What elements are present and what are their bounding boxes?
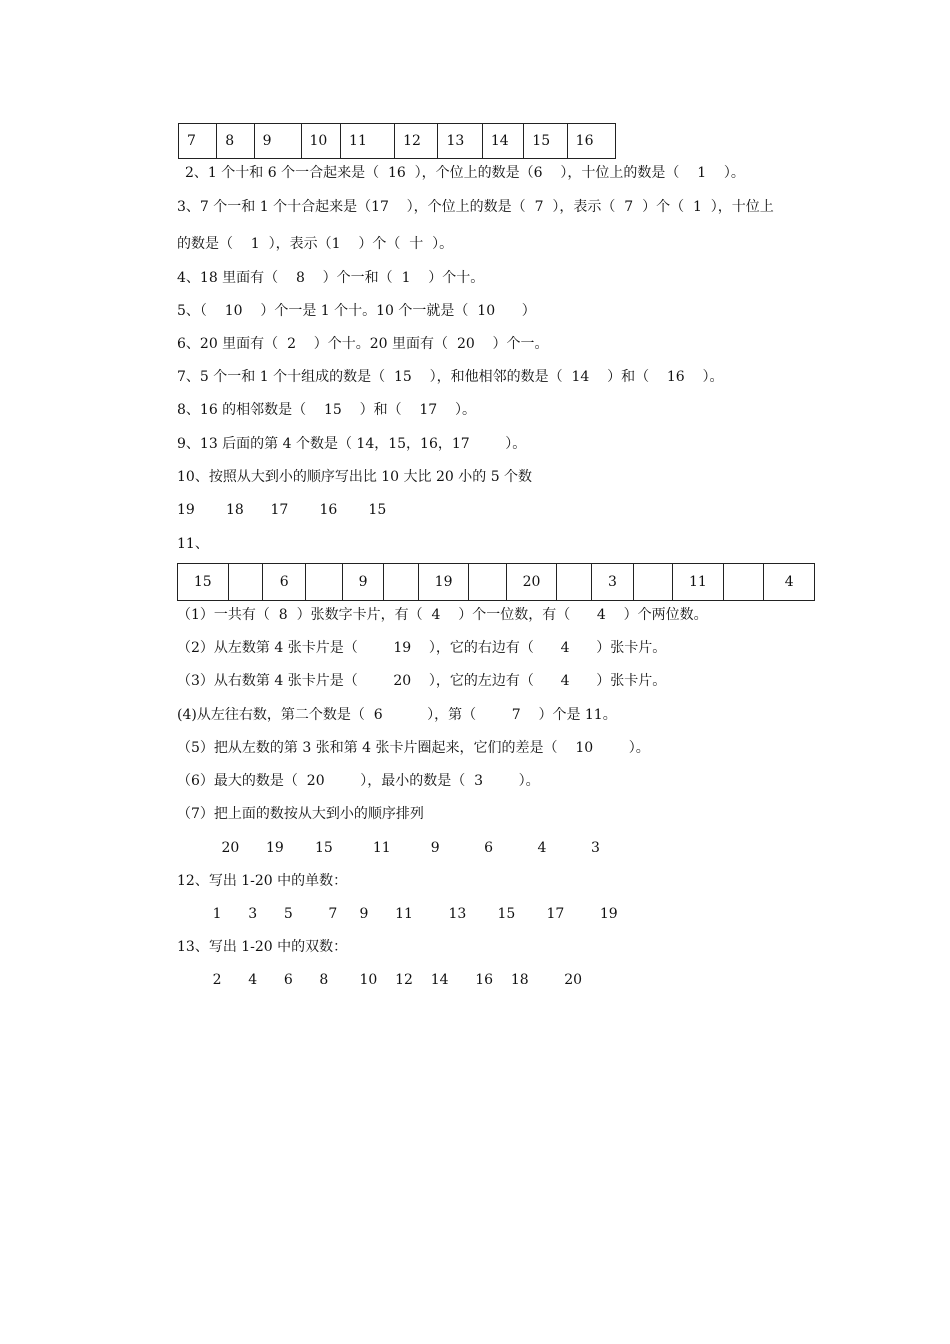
question-7: 7、5 个一和 1 个十组成的数是（ 15 ），和他相邻的数是（ 14 ）和（ 16 ）。 [177, 369, 724, 385]
table-cell: 16 [567, 124, 615, 159]
question-11-4: (4)从左往右数，第二个数是（ 6 ），第（ 7 ）个是 11。 [177, 707, 617, 723]
answer-12: 1 3 5 7 9 11 13 15 17 19 [177, 906, 618, 922]
question-5: 5、（ 10 ）个一是 1 个十。10 个一就是（ 10 ） [177, 303, 536, 319]
card-cell [306, 564, 342, 601]
question-6: 6、20 里面有（ 2 ）个十。20 里面有（ 20 ）个一。 [177, 336, 549, 352]
question-11-7: （7）把上面的数按从大到小的顺序排列 [177, 806, 424, 822]
card-cell: 9 [342, 564, 384, 601]
card-cell: 4 [764, 564, 815, 601]
table-cell: 13 [438, 124, 482, 159]
card-cell [724, 564, 764, 601]
question-11-5: （5）把从左数的第 3 张和第 4 张卡片圈起来，它们的差是（ 10 ）。 [177, 740, 650, 756]
question-11-1: （1）一共有（ 8 ）张数字卡片，有（ 4 ）个一位数，有（ 4 ）个两位数。 [177, 607, 708, 623]
question-2: 2、1 个十和 6 个一合起来是（ 16 ），个位上的数是（6 ），十位上的数是（ 1 ）。 [185, 165, 745, 181]
table-cell: 9 [254, 124, 301, 159]
table-cell: 7 [179, 124, 217, 159]
question-11-6: （6）最大的数是（ 20 ），最小的数是（ 3 ）。 [177, 773, 540, 789]
question-3-continued: 的数是（ 1 ），表示（1 ）个（ 十 ）。 [177, 236, 454, 252]
number-cards-table [177, 563, 815, 601]
card-cell: 20 [506, 564, 557, 601]
card-cell [469, 564, 506, 601]
question-11-2: （2）从左数第 4 张卡片是（ 19 ），它的右边有（ 4 ）张卡片。 [177, 640, 667, 656]
question-9: 9、13 后面的第 4 个数是（ 14，15，16，17 ）。 [177, 436, 527, 452]
card-cell [634, 564, 672, 601]
table-cell: 8 [217, 124, 254, 159]
card-cell [228, 564, 262, 601]
card-cell: 11 [672, 564, 723, 601]
answer-11-7: 20 19 15 11 9 6 4 3 [177, 840, 600, 856]
table-cell: 14 [482, 124, 523, 159]
question-3: 3、7 个一和 1 个十合起来是（17 ），个位上的数是（ 7 ），表示（ 7 ）个（ 1 ），十位上 [177, 199, 774, 215]
card-cell: 6 [262, 564, 305, 601]
table-cell: 10 [301, 124, 341, 159]
question-13: 13、写出 1-20 中的双数： [177, 939, 348, 955]
table-cell: 15 [524, 124, 567, 159]
card-cell: 3 [591, 564, 633, 601]
question-11: 11、 [177, 536, 209, 552]
card-cell: 15 [178, 564, 229, 601]
number-table-top [178, 123, 616, 159]
answer-10: 19 18 17 16 15 [177, 502, 387, 518]
question-4: 4、18 里面有（ 8 ）个一和（ 1 ）个十。 [177, 270, 485, 286]
card-cell: 19 [418, 564, 469, 601]
question-10: 10、按照从大到小的顺序写出比 10 大比 20 小的 5 个数 [177, 469, 533, 485]
card-cell [557, 564, 591, 601]
question-12: 12、写出 1-20 中的单数： [177, 873, 348, 889]
table-cell: 12 [395, 124, 438, 159]
table-cell: 11 [341, 124, 395, 159]
question-8: 8、16 的相邻数是（ 15 ）和（ 17 ）。 [177, 402, 477, 418]
card-cell [384, 564, 418, 601]
question-11-3: （3）从右数第 4 张卡片是（ 20 ），它的左边有（ 4 ）张卡片。 [177, 673, 667, 689]
answer-13: 2 4 6 8 10 12 14 16 18 20 [177, 972, 583, 988]
